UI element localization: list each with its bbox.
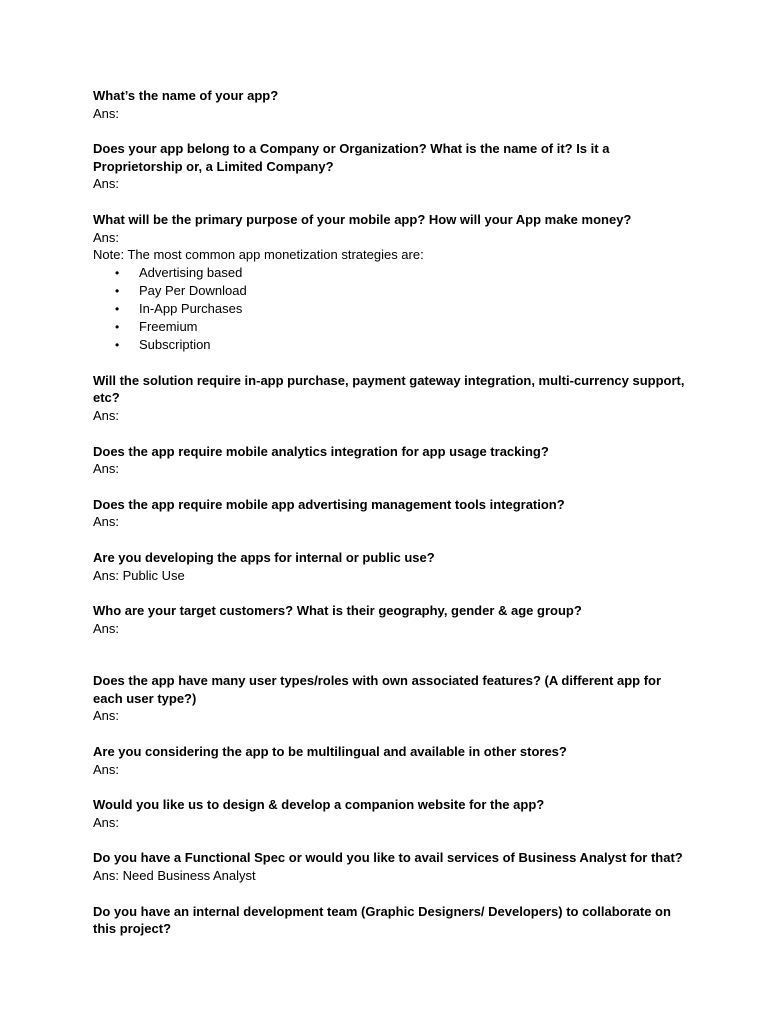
answer: Ans: bbox=[93, 708, 120, 724]
questionnaire bbox=[93, 87, 693, 956]
question: What’s the name of your app? bbox=[93, 88, 279, 103]
list-item-label: Subscription bbox=[139, 336, 211, 352]
bullet-icon: • bbox=[115, 319, 120, 334]
qa-payments bbox=[93, 372, 693, 425]
list-item bbox=[93, 318, 693, 336]
bullet-icon: • bbox=[115, 337, 120, 352]
list-item-label: Pay Per Download bbox=[139, 282, 247, 298]
qa-user-roles bbox=[93, 672, 693, 725]
list-item bbox=[93, 282, 693, 300]
answer: Ans: bbox=[93, 761, 120, 777]
list-item bbox=[93, 264, 693, 282]
qa-internal-public bbox=[93, 549, 693, 584]
qa-analytics bbox=[93, 443, 693, 478]
question: Would you like us to design & develop a companion website for the app? bbox=[93, 797, 545, 813]
answer: Ans: bbox=[93, 514, 120, 530]
qa-multilingual bbox=[93, 743, 693, 778]
qa-purpose bbox=[93, 211, 693, 354]
answer: Ans: bbox=[93, 176, 120, 192]
qa-advertising-tools bbox=[93, 496, 693, 531]
question: Do you have an internal development team (Graphic Designers/ Developers) to collaborate on this project? bbox=[93, 903, 671, 937]
question: Who are your target customers? What is their geography, gender & age group? bbox=[93, 603, 582, 619]
answer: Ans: bbox=[93, 461, 120, 477]
qa-target-customers bbox=[93, 602, 693, 654]
question: Does your app belong to a Company or Organization? What is the name of it? Is it a Proprietorship or, a Limited Company? bbox=[93, 141, 610, 174]
bullet-icon: • bbox=[115, 265, 120, 280]
answer: Ans: bbox=[93, 105, 120, 121]
question: What will be the primary purpose of your mobile app? How will your App make money? bbox=[93, 211, 632, 227]
answer: Ans: bbox=[93, 620, 120, 636]
answer: Ans: Need Business Analyst bbox=[93, 868, 256, 884]
qa-app-name bbox=[93, 87, 693, 122]
answer: Ans: bbox=[93, 229, 120, 245]
question: Are you developing the apps for internal or public use? bbox=[93, 549, 435, 565]
answer: Ans: bbox=[93, 814, 120, 830]
qa-functional-spec bbox=[93, 849, 693, 884]
qa-internal-team bbox=[93, 903, 693, 938]
list-item-label: In-App Purchases bbox=[139, 300, 243, 316]
question: Will the solution require in-app purchase, payment gateway integration, multi-currency support, etc? bbox=[93, 372, 685, 406]
bullet-icon: • bbox=[115, 301, 120, 316]
list-item-label: Advertising based bbox=[139, 264, 243, 280]
question: Does the app have many user types/roles with own associated features? (A different app for each user type?) bbox=[93, 673, 662, 706]
list-item-label: Freemium bbox=[139, 318, 198, 334]
list-item bbox=[93, 300, 693, 318]
monetization-list bbox=[93, 264, 693, 354]
answer: Ans: bbox=[93, 407, 120, 423]
question: Do you have a Functional Spec or would you like to avail services of Business Analyst for that? bbox=[93, 850, 683, 866]
bullet-icon: • bbox=[115, 283, 120, 298]
qa-companion-website bbox=[93, 796, 693, 831]
list-item bbox=[93, 336, 693, 354]
qa-company bbox=[93, 140, 693, 193]
answer: Ans: Public Use bbox=[93, 567, 185, 583]
question: Are you considering the app to be multilingual and available in other stores? bbox=[93, 744, 567, 760]
question: Does the app require mobile app advertising management tools integration? bbox=[93, 496, 565, 512]
question: Does the app require mobile analytics integration for app usage tracking? bbox=[93, 443, 549, 459]
monetization-note: Note: The most common app monetization strategies are: bbox=[93, 247, 424, 263]
blank-line bbox=[93, 637, 693, 654]
